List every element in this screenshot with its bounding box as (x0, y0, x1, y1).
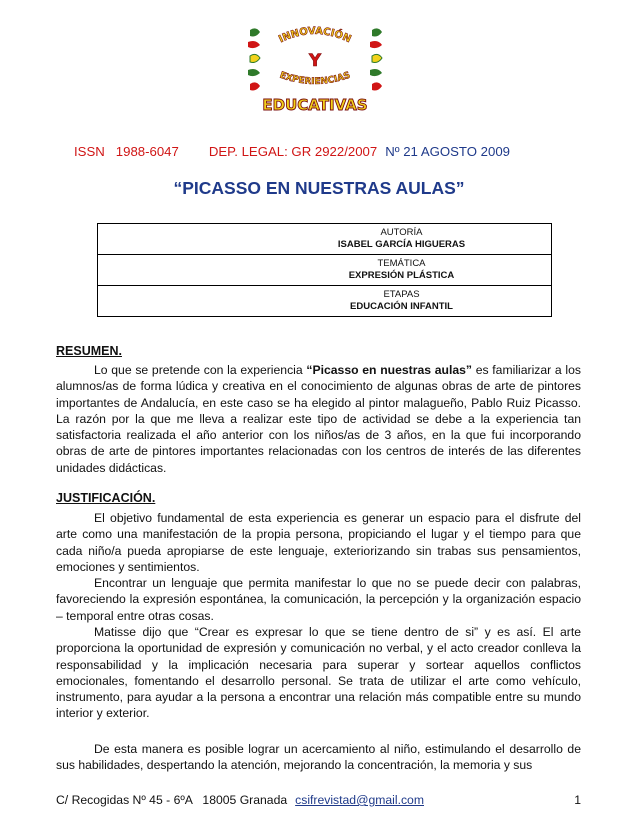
justification-paragraph-3 (56, 624, 581, 722)
issn-line (74, 144, 510, 159)
meta-label: AUTORÍA (380, 227, 423, 238)
issue-text: Nº 21 AGOSTO 2009 (385, 144, 511, 159)
page-footer (56, 793, 581, 807)
meta-value: EXPRESIÓN PLÁSTICA (348, 270, 455, 281)
justification-heading: JUSTIFICACIÓN. (56, 491, 156, 505)
logo-left-decoration (248, 28, 260, 90)
logo-line1: INNOVACIÓN (277, 25, 353, 46)
justification-text-1: El objetivo fundamental de esta experiencia es generar un espacio para el disfrute del arte como una manifestación de la propia persona, propiciando el lugar y el tiempo para que cada niño/a pueda apropiarse de este lenguaje, exteriorizando sin trabas sus pensamientos, emociones y sentimientos. (56, 511, 581, 574)
meta-row-topic (98, 255, 551, 286)
justification-text-4: De esta manera es posible lograr un acercamiento al niño, estimulando el desarrollo de sus habilidades, despertando la atención, mejorando la concentración, la memoria y sus (56, 742, 581, 773)
page-number: 1 (574, 793, 581, 807)
article-meta-table (97, 223, 552, 317)
svg-text:EXPERIENCIAS (278, 71, 351, 87)
justification-text-3: Matisse dijo que “Crear es expresar lo que se tiene dentro de si” y es así. El arte proporciona la oportunidad de expresión y comunicación no verbal, y el acto creador conlleva la responsabilidad y la implicación necesaria para superar y sortear aquellos conflictos emocionales, fomentando el desarrollo personal. Se trata de utilizar el arte como vehículo, instrumento, para ayudar a la persona a encontrar una relación más compatible entre su mundo interior y exterior. (56, 625, 581, 721)
justification-text-2: Encontrar un lenguaje que permita manifestar lo que no se puede decir con palabras, favoreciendo la expresión espontánea, la comunicación, la percepción y la organización espacio – temporal entre otras cosas. (56, 576, 581, 623)
meta-label: TEMÁTICA (377, 258, 426, 269)
logo-line3: EXPERIENCIAS (278, 70, 352, 88)
journal-logo (240, 22, 390, 114)
issn-text: ISSN 1988-6047 (74, 144, 179, 159)
logo-line2: Y (308, 51, 322, 71)
logo-line4: EDUCATIVAS (262, 96, 368, 114)
justification-paragraph-2 (56, 575, 581, 624)
summary-text-emphasis: “Picasso en nuestras aulas” (306, 363, 472, 377)
meta-value: EDUCACIÓN INFANTIL (350, 301, 453, 312)
summary-heading: RESUMEN. (56, 344, 122, 358)
justification-paragraph-1 (56, 510, 581, 575)
article-title: “PICASSO EN NUESTRAS AULAS” (173, 178, 465, 198)
meta-label: ETAPAS (383, 289, 420, 300)
meta-value: ISABEL GARCÍA HIGUERAS (337, 239, 466, 250)
footer-address: C/ Recogidas Nº 45 - 6ºA 18005 Granada (56, 793, 288, 807)
summary-text-start: Lo que se pretende con la experiencia (94, 363, 307, 377)
summary-text-rest: es familiarizar a los alumnos/as de forma lúdica y creativa en el conocimiento de algunas obras de arte de pintores importantes de Andalucía, en este caso se ha elegido al pintor malagueño, Pablo Ruiz Picasso. La razón por la que me lleva a realizar este tipo de actividad se debe a la experiencia tan satisfactoria realizada el año anterior con los niños/as de 3 años, en la que fui incorporando obras de arte de pintores importantes relacionadas con los centros de interés de las diferentes unidades didácticas. (56, 363, 581, 475)
svg-text:INNOVACIÓN (277, 26, 352, 45)
meta-row-authorship (98, 224, 551, 255)
meta-row-stages (98, 286, 551, 316)
summary-paragraph (56, 362, 581, 476)
legal-deposit-text: DEP. LEGAL: GR 2922/2007 (208, 144, 378, 159)
justification-paragraph-4 (56, 741, 581, 774)
logo-right-decoration (370, 28, 382, 90)
footer-email-link[interactable]: csifrevistad@gmail.com (295, 793, 424, 807)
